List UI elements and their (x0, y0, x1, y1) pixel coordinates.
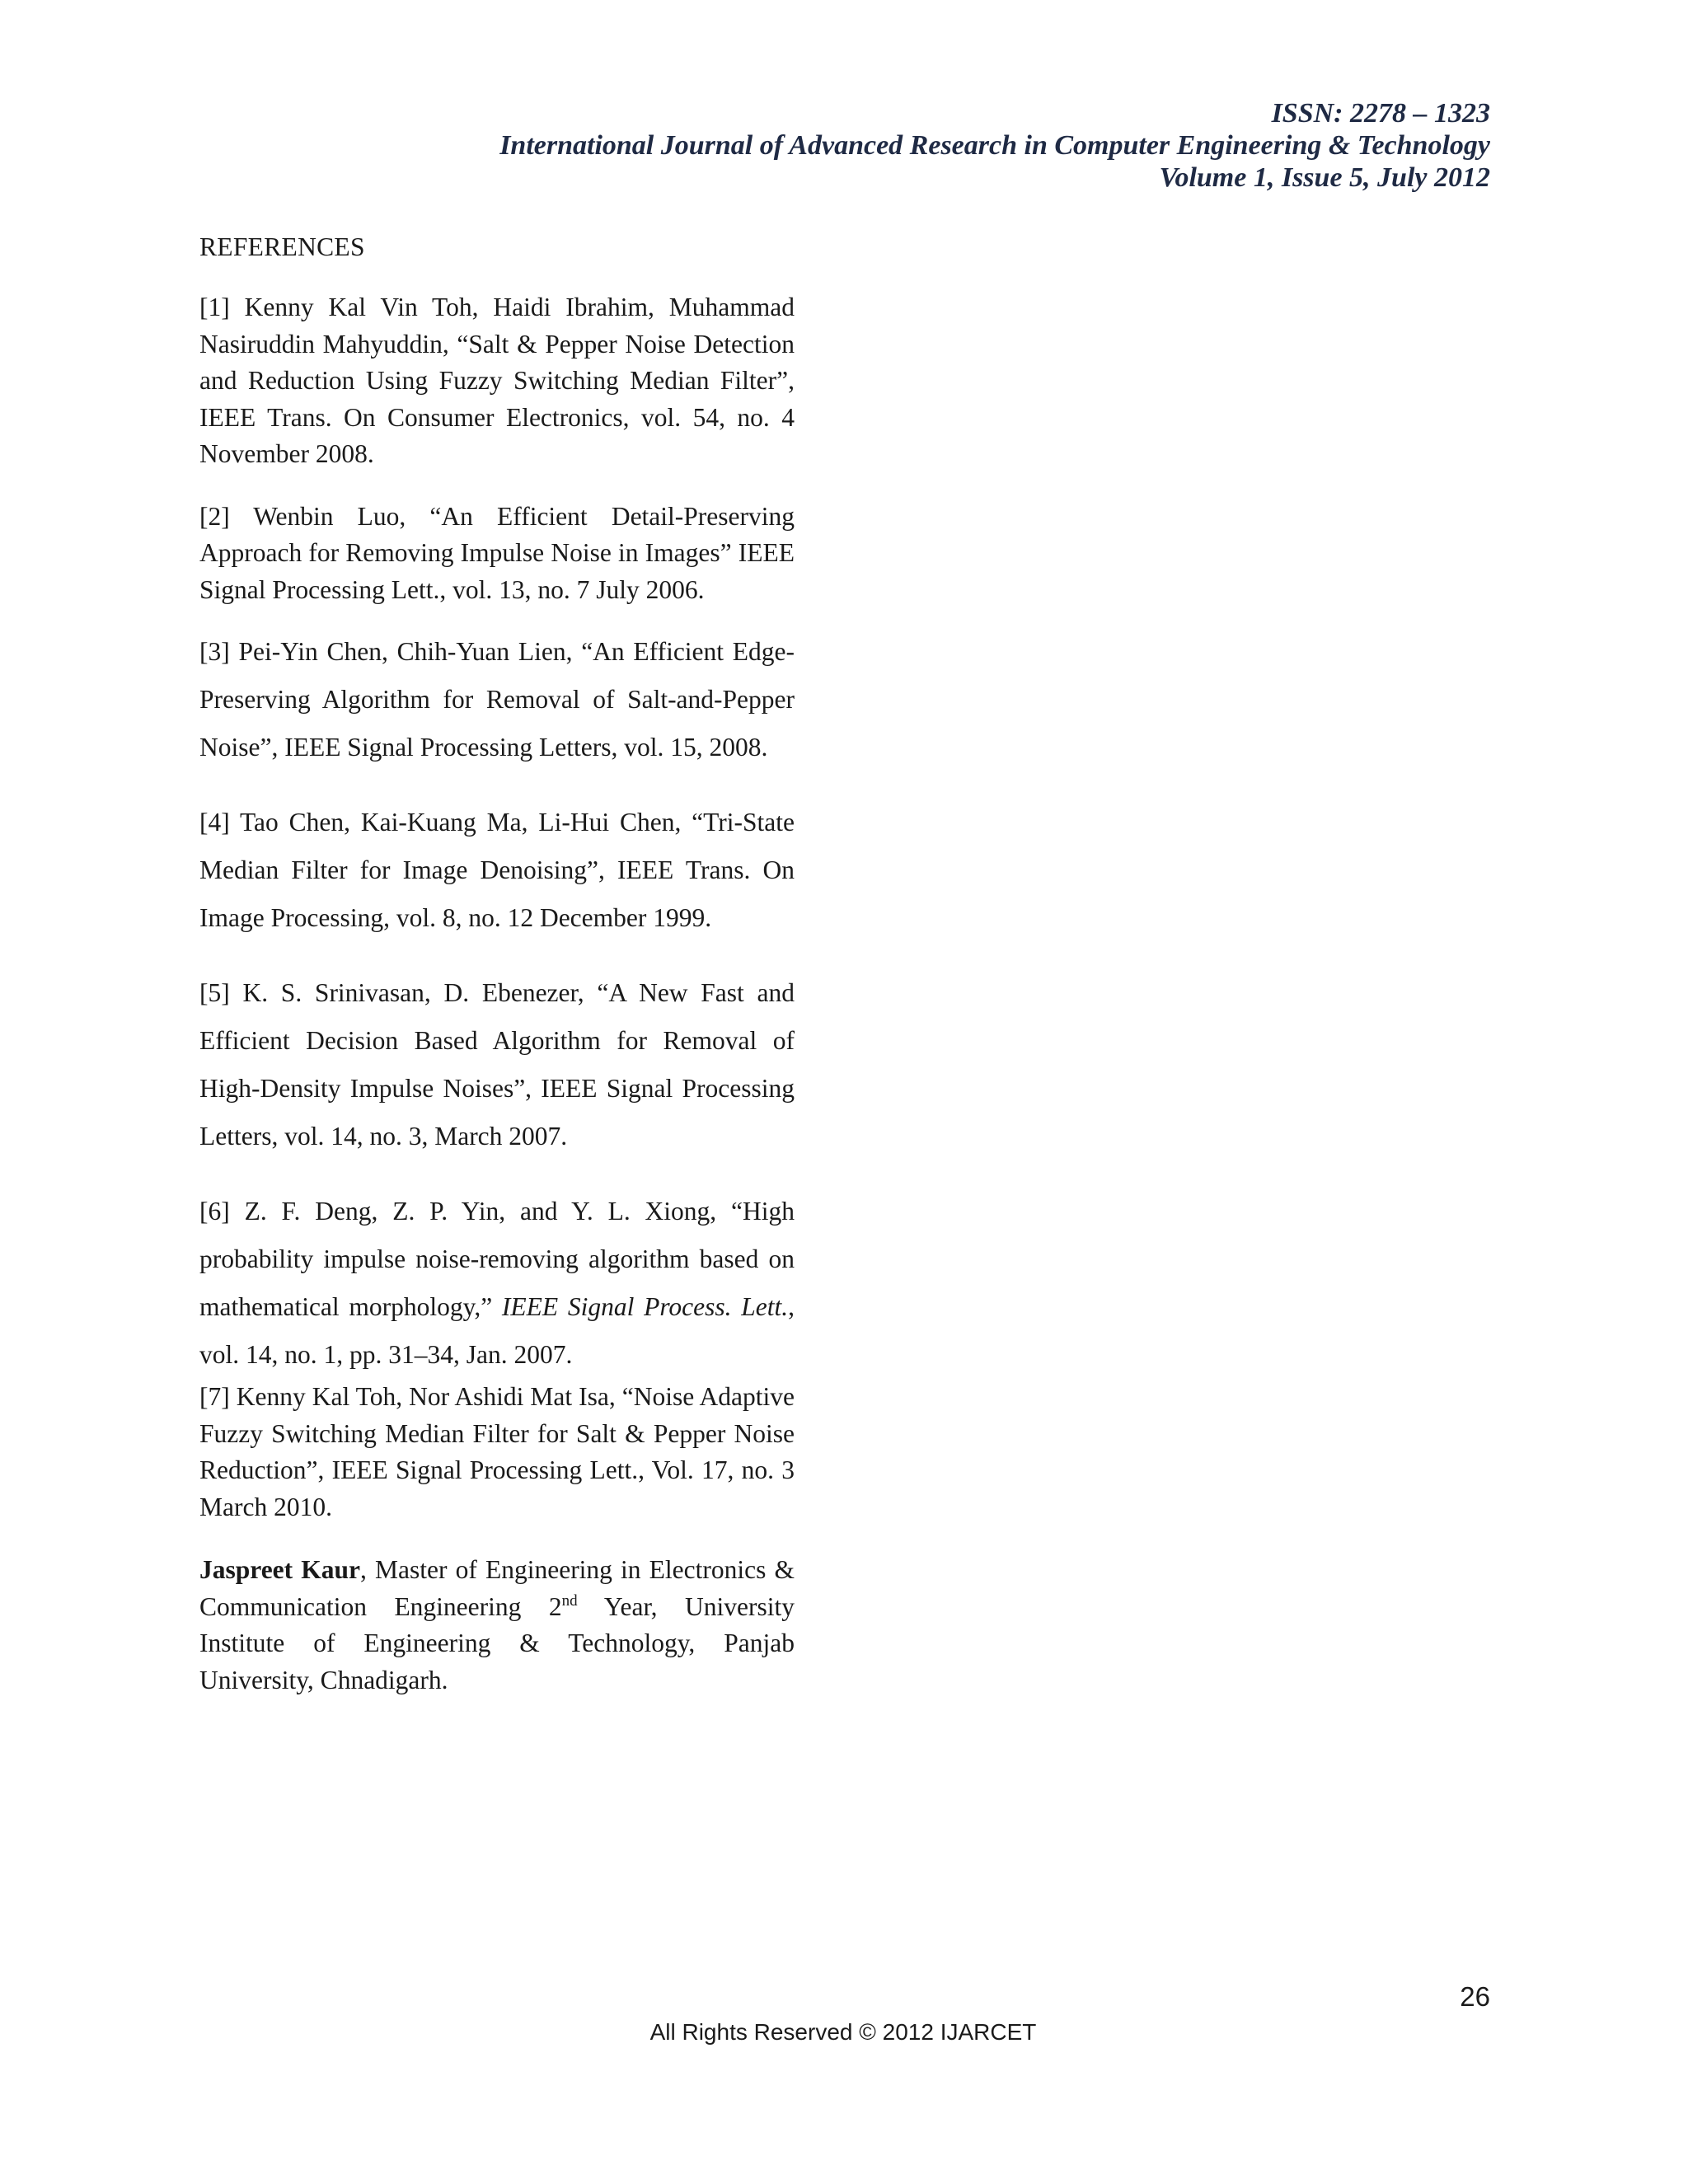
journal-header (254, 97, 1490, 194)
page-number: 26 (1460, 1981, 1490, 2012)
reference-2: [2] Wenbin Luo, “An Efficient Detail-Preserving Approach for Removing Impulse Noise in Images” IEEE Signal Processing Lett., vol. 13, no. 7 July 2006. (199, 501, 795, 604)
copyright-footer (0, 2018, 1688, 2047)
reference-7: [7] Kenny Kal Toh, Nor Ashidi Mat Isa, “Noise Adaptive Fuzzy Switching Median Filter for Salt & Pepper Noise Reduction”, IEEE Signal Processing Lett., Vol. 17, no. 3 March 2010. (199, 1382, 795, 1521)
journal-title: International Journal of Advanced Research in Computer Engineering & Technology (499, 130, 1490, 161)
reference-5: [5] K. S. Srinivasan, D. Ebenezer, “A New Fast and Efficient Decision Based Algorithm for Removal of High-Density Impulse Noises”, IEEE Signal Processing Letters, vol. 14, no. 3, March 2007. (199, 978, 795, 1151)
reference-6-text: [6] Z. F. Deng, Z. P. Yin, and Y. L. Xiong, “High probability impulse noise-removing algorithm based on mathematical morphology,” (199, 1197, 795, 1321)
author-bio-text: , Master of Engineering in Electronics & Communication Engineering 2 (199, 1555, 795, 1621)
ordinal-suffix: nd (561, 1591, 578, 1610)
reference-3: [3] Pei-Yin Chen, Chih-Yuan Lien, “An Efficient Edge-Preserving Algorithm for Removal of Salt-and-Pepper Noise”, IEEE Signal Processing Letters, vol. 15, 2008. (199, 637, 795, 762)
issn: ISSN: 2278 – 1323 (1271, 98, 1490, 129)
references-column (199, 229, 795, 1699)
reference-6-details: , vol. 14, no. 1, pp. 31–34, Jan. 2007. (199, 1292, 795, 1369)
author-name: Jaspreet Kaur (199, 1555, 361, 1584)
copyright-text: All Rights Reserved © 2012 IJARCET (649, 2019, 1037, 2045)
reference-6 (199, 1188, 795, 1379)
volume-issue: Volume 1, Issue 5, July 2012 (1159, 162, 1490, 193)
reference-1: [1] Kenny Kal Vin Toh, Haidi Ibrahim, Muhammad Nasiruddin Mahyuddin, “Salt & Pepper Noise Detection and Reduction Using Fuzzy Switching Median Filter”, IEEE Trans. On Consumer Electronics, vol. 54, no. 4 November 2008. (199, 293, 795, 468)
references-heading: REFERENCES (199, 232, 365, 261)
author-bio-text-cont: Year, University Institute of Engineering & Technology, Panjab University, Chnadigarh. (199, 1591, 795, 1694)
reference-6-journal: IEEE Signal Process. Lett. (501, 1292, 789, 1321)
author-bio (199, 1552, 795, 1699)
reference-4: [4] Tao Chen, Kai-Kuang Ma, Li-Hui Chen, “Tri-State Median Filter for Image Denoising”, IEEE Trans. On Image Processing, vol. 8, no. 12 December 1999. (199, 808, 795, 932)
